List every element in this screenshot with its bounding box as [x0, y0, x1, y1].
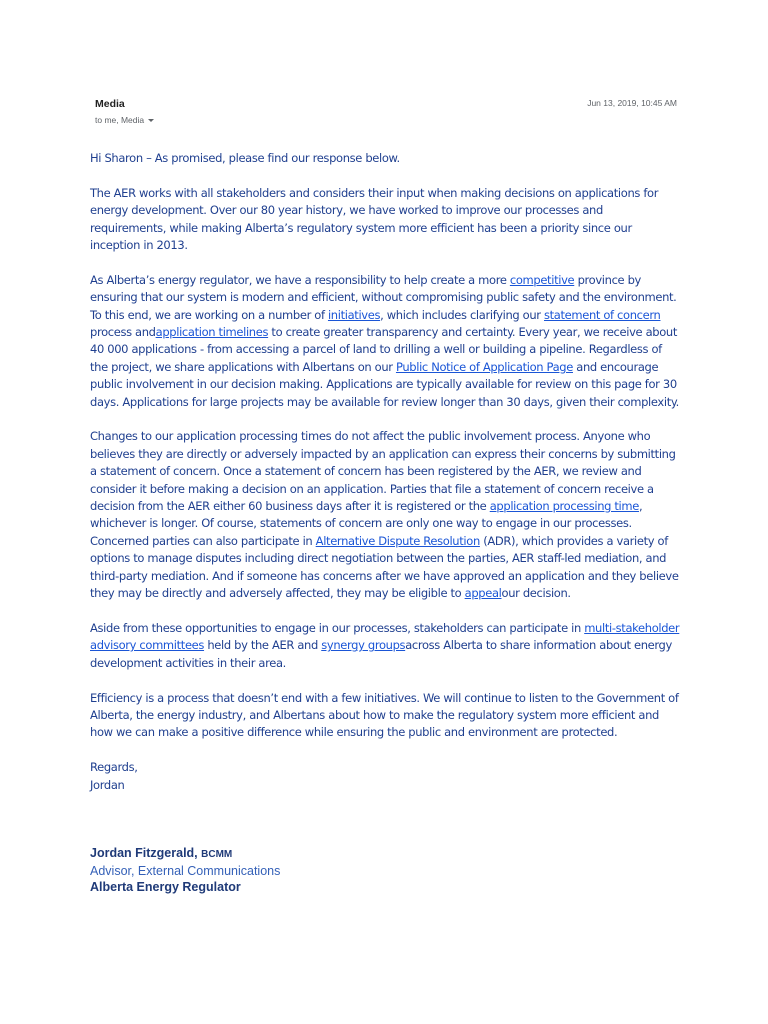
signature-name: Jordan Fitzgerald,	[90, 846, 198, 860]
link-appeal[interactable]: appeal	[464, 586, 502, 601]
link-synergy-groups[interactable]: synergy groups	[321, 638, 406, 653]
signature-credentials: BCMM	[201, 849, 233, 860]
link-alternative-dispute-resolution[interactable]: Alternative Dispute Resolution	[315, 533, 480, 548]
email-timestamp: Jun 13, 2019, 10:45 AM	[587, 98, 677, 108]
link-application-timelines[interactable]: application timelines	[155, 325, 269, 340]
email-header	[95, 98, 680, 138]
paragraph-opportunities: Aside from these opportunities to engage in our processes, stakeholders can participate in multi-stakeholder advisory committees held by the AER and synergy groupsacross Alberta to share information about energy development activities in their area.	[90, 620, 680, 670]
link-initiatives[interactable]: initiatives	[327, 307, 381, 322]
link-competitive[interactable]: competitive	[509, 272, 575, 287]
email-body	[90, 150, 680, 794]
signature-organization: Alberta Energy Regulator	[90, 880, 241, 894]
link-application-processing-time[interactable]: application processing time	[489, 499, 639, 514]
paragraph-responsibility: As Alberta’s energy regulator, we have a responsibility to help create a more competitive province by ensuring that our system is modern and efficient, without compromising public safety and the environment. To this end, we are working on a number of initiatives, which includes clarifying our statement of concern process andapplication timelines to create greater transparency and certainty. Every year, we receive about 40 000 applications - from accessing a parcel of land to drilling a well or building a pipeline. Regardless of the project, we share applications with Albertans on our Public Notice of Application Page and encourage public involvement in our decision making. Applications are typically available for review on this page for 30 days. Applications for large projects may be available for review longer than 30 days, given their complexity.	[90, 272, 679, 409]
chevron-down-icon[interactable]	[148, 119, 154, 122]
signature-name-line	[90, 845, 280, 863]
greeting: Hi Sharon – As promised, please find our response below.	[90, 151, 400, 165]
link-public-notice[interactable]: Public Notice of Application Page	[395, 359, 573, 374]
paragraph-history: The AER works with all stakeholders and considers their input when making decisions on applications for energy development. Over our 80 year history, we have worked to improve our processes and requirements, while making Alberta’s regulatory system more efficient has been a priority since our inception in 2013.	[90, 185, 659, 253]
signature-block	[90, 845, 280, 895]
signature-title: Advisor, External Communications	[90, 864, 281, 878]
signoff: Jordan	[90, 777, 125, 792]
recipient-details-toggle[interactable]	[95, 115, 154, 125]
closing: Regards,	[90, 760, 138, 775]
link-statement-of-concern[interactable]: statement of concern	[544, 307, 661, 322]
paragraph-efficiency: Efficiency is a process that doesn’t end with a few initiatives. We will continue to listen to the Government of Alberta, the energy industry, and Albertans about how to make the regulatory system more efficient and how we can make a positive difference while ensuring the public and environment are protected.	[90, 690, 679, 740]
paragraph-processing-times: Changes to our application processing times do not affect the public involvement process. Anyone who believes they are directly or adversely impacted by an application can express their concerns by submitting a statement of concern. Once a statement of concern has been registered by the AER, we review and consider it before making a decision on an application. Parties that file a statement of concern receive a decision from the AER either 60 business days after it is registered or the application processing time, whichever is longer. Of course, statements of concern are only one way to engage in our processes. Concerned parties can also participate in Alternative Dispute Resolution (ADR), which provides a variety of options to manage disputes including direct negotiation between the parties, AER staff-led mediation, and third-party mediation. And if someone has concerns after we have approved an application and they believe they may be directly and adversely affected, they may be eligible to appealour decision.	[90, 429, 679, 601]
recipient-line: to me, Media	[95, 115, 145, 125]
link-advisory-committees[interactable]: multi-stakeholder advisory committees	[90, 620, 680, 653]
sender-name[interactable]: Media	[95, 98, 125, 110]
